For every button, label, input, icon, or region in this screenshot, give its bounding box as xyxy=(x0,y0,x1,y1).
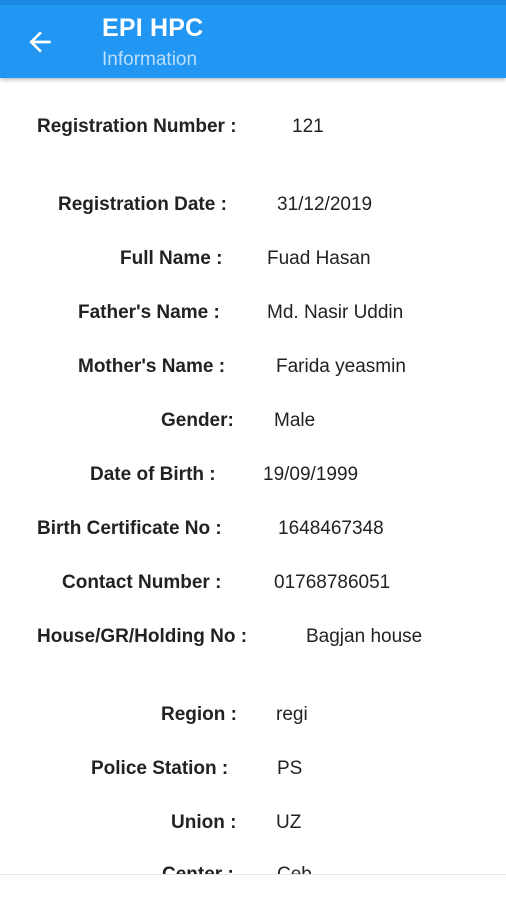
back-button[interactable] xyxy=(24,26,56,58)
field-row-birth-certificate-no xyxy=(0,514,506,544)
field-value: Fuad Hasan xyxy=(267,248,371,269)
field-row-region xyxy=(0,700,506,730)
field-label: Father's Name : xyxy=(78,302,220,323)
field-label: Mother's Name : xyxy=(78,356,226,377)
field-value: 1648467348 xyxy=(278,518,384,539)
field-row-registration-number xyxy=(0,112,506,142)
field-row-date-of-birth xyxy=(0,460,506,490)
field-value: 121 xyxy=(292,116,324,137)
field-label: Union : xyxy=(171,812,237,833)
arrow-back-icon xyxy=(24,26,56,58)
field-label: Gender: xyxy=(161,410,234,431)
field-value: 31/12/2019 xyxy=(277,194,373,215)
field-label: Registration Date : xyxy=(58,194,227,215)
field-row-gender xyxy=(0,406,506,436)
field-row-contact-number xyxy=(0,568,506,598)
field-row-mothers-name xyxy=(0,352,506,382)
field-value: Md. Nasir Uddin xyxy=(267,302,404,323)
field-label: Police Station : xyxy=(91,758,229,779)
field-label: Birth Certificate No : xyxy=(37,518,222,539)
field-row-registration-date xyxy=(0,190,506,220)
status-strip xyxy=(0,0,506,5)
field-value: 01768786051 xyxy=(274,572,391,593)
field-value: regi xyxy=(276,704,308,725)
field-row-full-name xyxy=(0,244,506,274)
app-subtitle: Information xyxy=(102,49,198,70)
field-value: Farida yeasmin xyxy=(276,356,406,377)
field-label: Full Name : xyxy=(120,248,223,269)
bottom-bar xyxy=(0,874,506,901)
field-label: House/GR/Holding No : xyxy=(37,626,248,647)
field-value: PS xyxy=(277,758,303,779)
field-label: Region : xyxy=(161,704,237,725)
field-value: Bagjan house xyxy=(306,626,423,647)
field-label: Registration Number : xyxy=(37,116,237,137)
field-value: 19/09/1999 xyxy=(263,464,359,485)
field-value: Male xyxy=(274,410,316,431)
field-row-house-holding-no xyxy=(0,622,506,652)
field-label: Date of Birth : xyxy=(90,464,216,485)
app-bar xyxy=(0,0,506,78)
field-row-fathers-name xyxy=(0,298,506,328)
field-row-police-station xyxy=(0,754,506,784)
field-value: UZ xyxy=(276,812,302,833)
field-label: Contact Number : xyxy=(62,572,222,593)
app-title: EPI HPC xyxy=(102,14,204,42)
information-content[interactable] xyxy=(0,78,506,874)
field-row-union xyxy=(0,808,506,838)
